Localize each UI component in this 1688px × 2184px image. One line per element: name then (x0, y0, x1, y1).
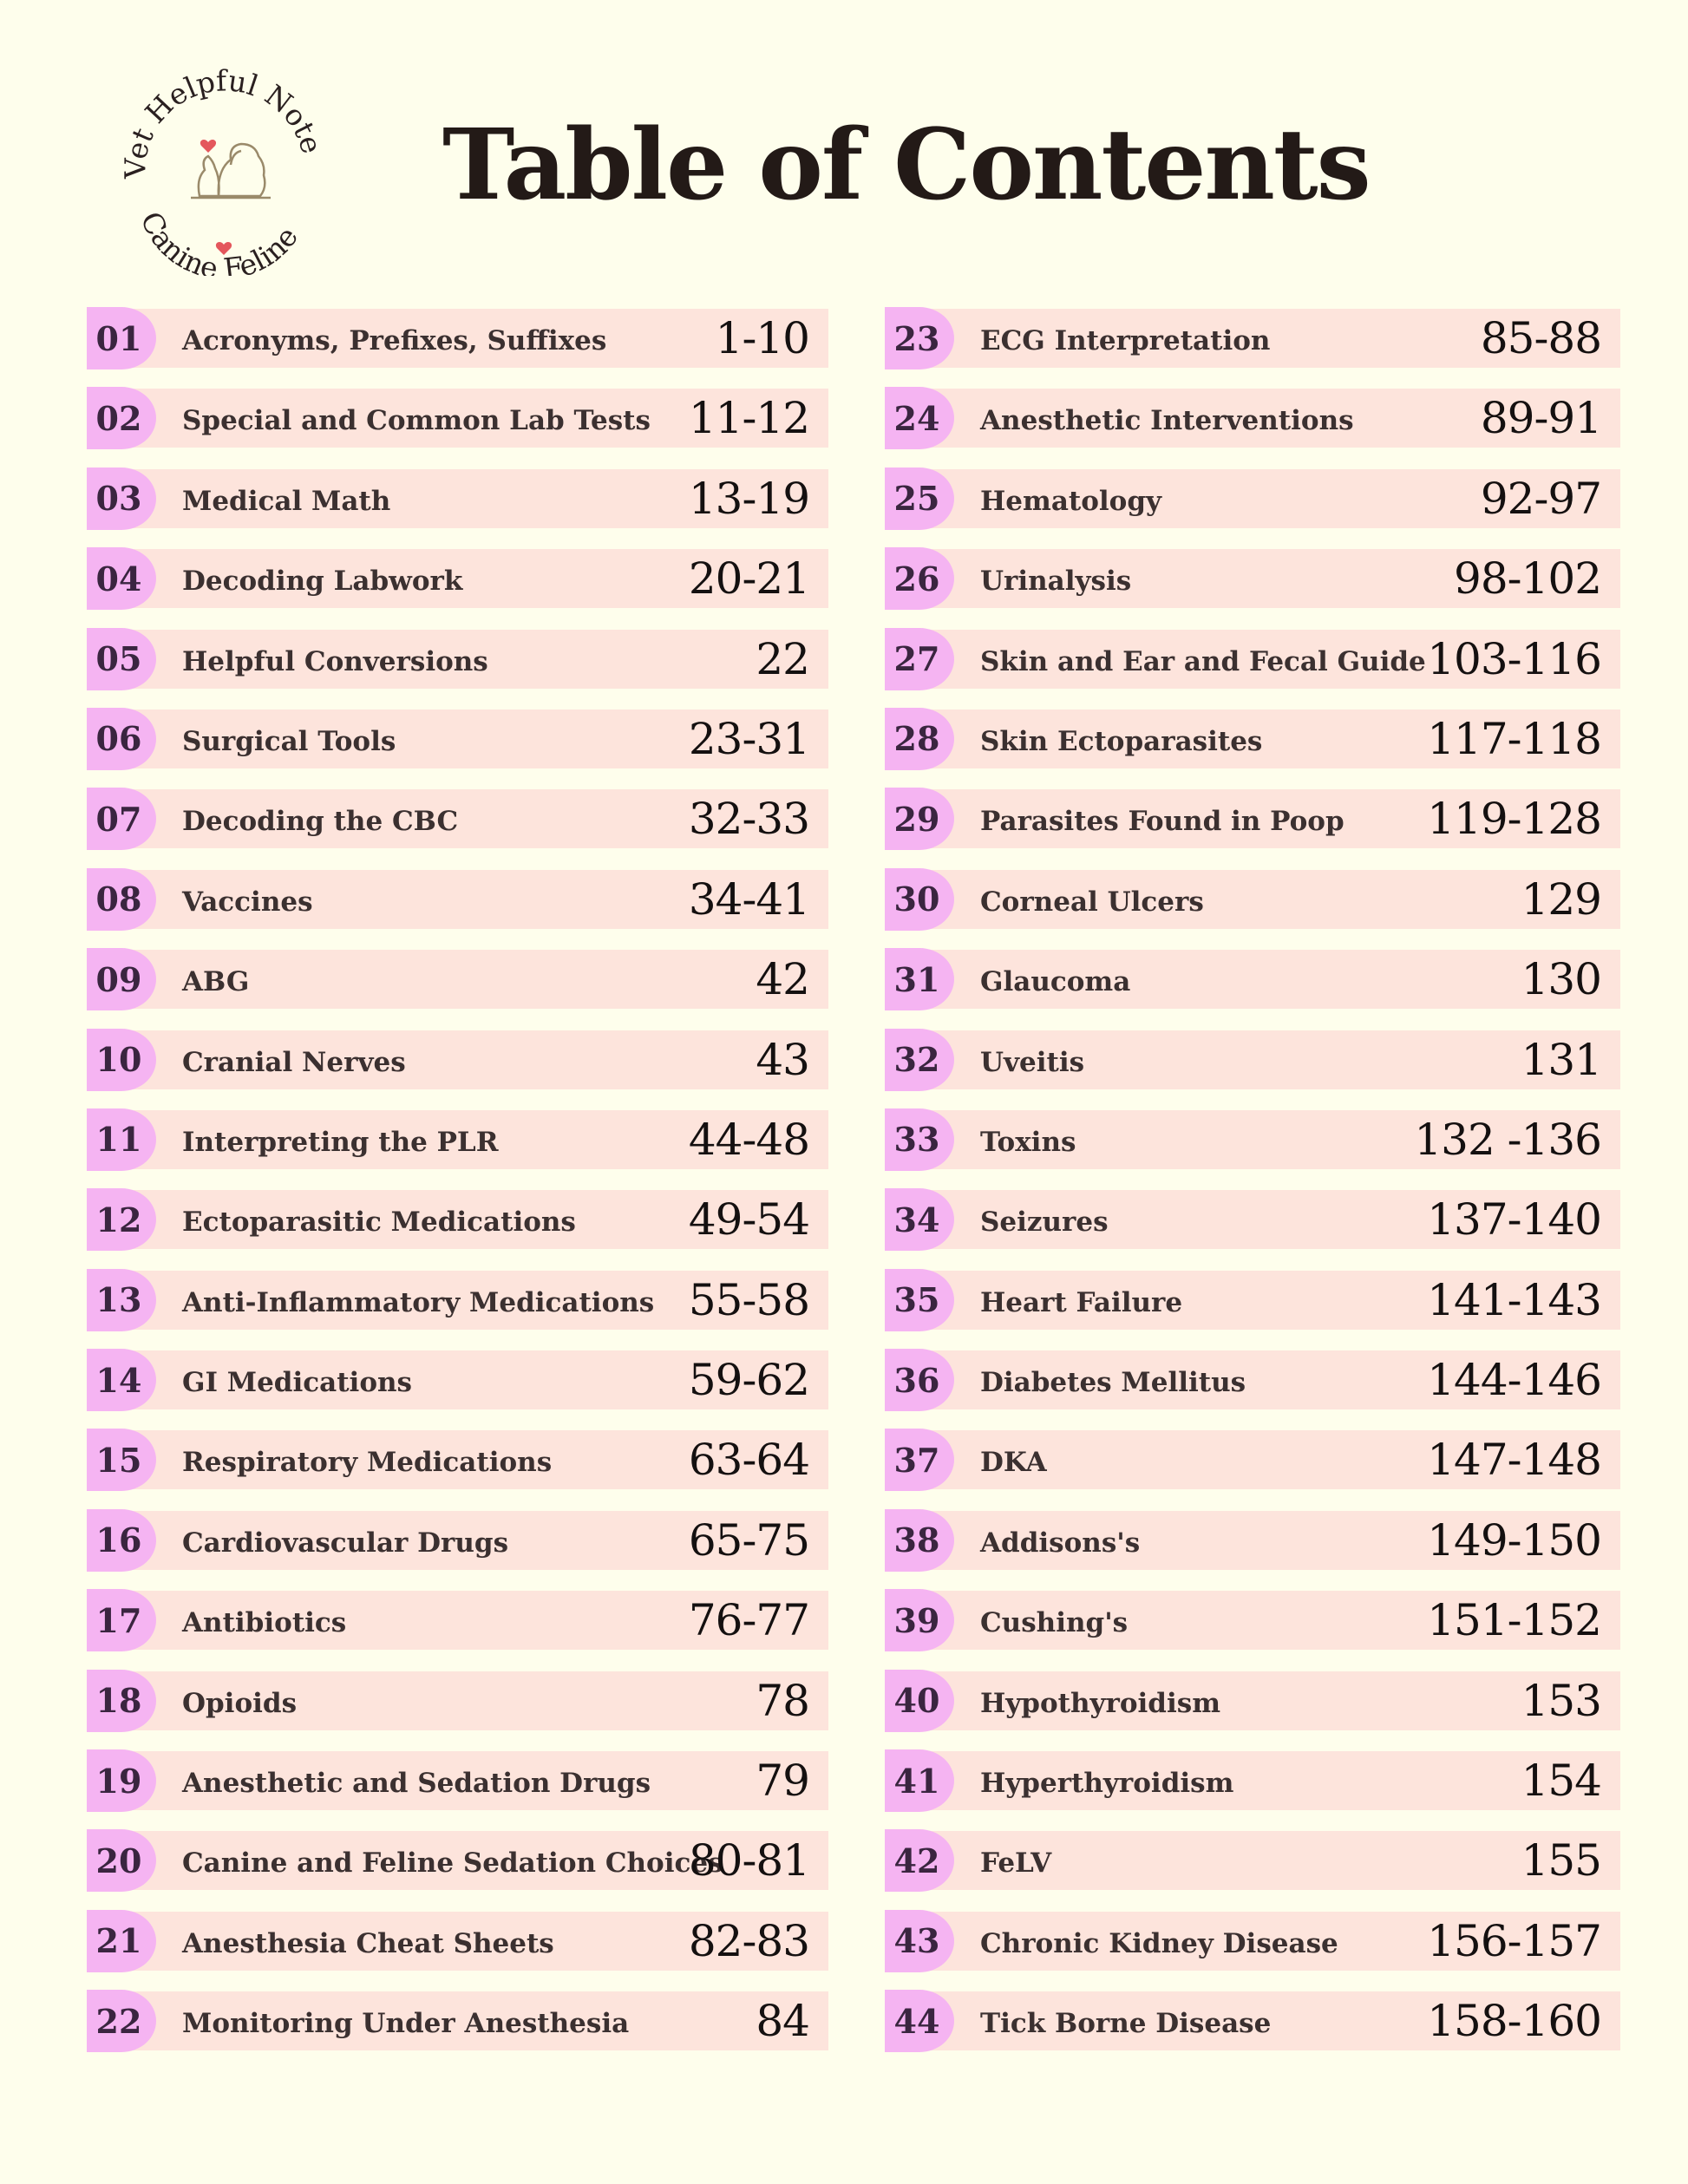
toc-entry[interactable] (87, 1670, 828, 1732)
toc-entry-pages: 1-10 (715, 313, 809, 363)
toc-entry-pages: 153 (1521, 1675, 1601, 1726)
toc-entry[interactable] (885, 1429, 1620, 1491)
toc-entry[interactable] (885, 868, 1620, 931)
toc-entry-title: Skin and Ear and Fecal Guide (980, 645, 1426, 677)
toc-entry-pages: 43 (756, 1034, 809, 1085)
toc-entry-number: 25 (885, 468, 954, 530)
toc-entry[interactable] (87, 628, 828, 690)
heart-icon (200, 140, 216, 153)
toc-entry-number: 31 (885, 948, 954, 1010)
toc-entry-pages: 151-152 (1427, 1595, 1601, 1646)
toc-entry-number: 01 (87, 307, 156, 369)
toc-entry-number: 06 (87, 708, 156, 770)
toc-entry[interactable] (87, 1509, 828, 1572)
toc-entry[interactable] (87, 788, 828, 850)
toc-entry-pages: 23-31 (688, 713, 809, 764)
toc-entry[interactable] (885, 1188, 1620, 1251)
toc-entry-title: Cushing's (980, 1607, 1129, 1639)
toc-entry-title: Skin Ectoparasites (980, 725, 1263, 757)
toc-entry-pages: 154 (1521, 1756, 1601, 1807)
toc-entry-number: 11 (87, 1108, 156, 1171)
toc-left-column (87, 307, 828, 2070)
toc-entry-title: Hyperthyroidism (980, 1768, 1234, 1800)
toc-entry-number: 23 (885, 307, 954, 369)
toc-entry-title: DKA (980, 1447, 1047, 1479)
toc-entry-number: 21 (87, 1910, 156, 1972)
toc-entry-pages: 119-128 (1427, 794, 1601, 845)
toc-entry-number: 40 (885, 1670, 954, 1732)
toc-entry-title: Uveitis (980, 1046, 1085, 1078)
toc-entry-pages: 129 (1521, 873, 1601, 925)
toc-entry[interactable] (87, 1749, 828, 1812)
toc-entry-title: Hypothyroidism (980, 1687, 1221, 1719)
toc-entry[interactable] (885, 468, 1620, 530)
toc-entry-title: Acronyms, Prefixes, Suffixes (182, 325, 607, 356)
page-title: Table of Contents (442, 108, 1370, 222)
toc-entry-title: Addisons's (980, 1527, 1141, 1559)
toc-entry-pages: 79 (756, 1756, 809, 1807)
toc-entry-title: Parasites Found in Poop (980, 806, 1345, 838)
toc-entry-pages: 13-19 (688, 473, 809, 524)
toc-entry-number: 22 (87, 1990, 156, 2052)
toc-entry-pages: 80-81 (688, 1835, 809, 1886)
toc-entry-number: 15 (87, 1429, 156, 1491)
toc-entry-pages: 155 (1521, 1835, 1601, 1886)
logo-badge (111, 49, 326, 276)
toc-entry-title: Decoding Labwork (182, 566, 463, 598)
toc-entry[interactable] (87, 1108, 828, 1171)
logo-top-text: Vet Helpful Note (118, 63, 326, 180)
toc-entry[interactable] (885, 547, 1620, 610)
toc-entry-title: Tick Borne Disease (980, 2008, 1272, 2040)
toc-entry-number: 10 (87, 1029, 156, 1091)
toc-entry-title: Glaucoma (980, 966, 1131, 998)
toc-entry[interactable] (885, 1589, 1620, 1651)
toc-entry-number: 38 (885, 1509, 954, 1572)
toc-entry[interactable] (885, 628, 1620, 690)
toc-entry-title: Anesthetic and Sedation Drugs (182, 1768, 651, 1800)
toc-entry-pages: 65-75 (688, 1514, 809, 1566)
toc-entry[interactable] (885, 788, 1620, 850)
toc-entry-number: 27 (885, 628, 954, 690)
toc-entry[interactable] (87, 307, 828, 369)
toc-entry[interactable] (885, 1910, 1620, 1972)
toc-entry-title: Decoding the CBC (182, 806, 459, 838)
toc-entry-number: 42 (885, 1829, 954, 1892)
toc-entry-pages: 158-160 (1427, 1996, 1601, 2047)
toc-entry-number: 20 (87, 1829, 156, 1892)
toc-entry-title: Cranial Nerves (182, 1046, 406, 1078)
toc-entry-number: 07 (87, 788, 156, 850)
dog-cat-outline-icon (191, 144, 271, 198)
toc-entry-pages: 103-116 (1427, 633, 1601, 684)
brand-logo (111, 49, 326, 276)
toc-entry-title: Anti-Inflammatory Medications (182, 1286, 655, 1318)
toc-entry-number: 18 (87, 1670, 156, 1732)
toc-entry[interactable] (87, 1188, 828, 1251)
toc-entry-pages: 117-118 (1427, 713, 1601, 764)
toc-entry-title: Heart Failure (980, 1286, 1183, 1318)
toc-entry-number: 13 (87, 1269, 156, 1331)
toc-entry-number: 43 (885, 1910, 954, 1972)
toc-entry-number: 32 (885, 1029, 954, 1091)
toc-right-column (885, 307, 1620, 2070)
toc-entry-title: Antibiotics (182, 1607, 347, 1639)
toc-entry[interactable] (87, 708, 828, 770)
toc-entry-title: Cardiovascular Drugs (182, 1527, 509, 1559)
logo-bottom-text: Canine Feline (134, 206, 305, 276)
toc-entry-pages: 11-12 (688, 393, 809, 444)
toc-entry-title: Monitoring Under Anesthesia (182, 2008, 630, 2040)
toc-entry-pages: 20-21 (688, 553, 809, 605)
toc-entry-title: Canine and Feline Sedation Choices (182, 1847, 723, 1880)
toc-entry-pages: 82-83 (688, 1915, 809, 1966)
toc-entry[interactable] (885, 1029, 1620, 1091)
toc-entry[interactable] (885, 1670, 1620, 1732)
toc-entry[interactable] (87, 1910, 828, 1972)
toc-entry-pages: 147-148 (1427, 1435, 1601, 1486)
toc-entry-title: Vaccines (182, 886, 313, 918)
toc-entry-pages: 34-41 (688, 873, 809, 925)
toc-entry[interactable] (885, 307, 1620, 369)
toc-entry-pages: 98-102 (1454, 553, 1601, 605)
toc-entry-title: Respiratory Medications (182, 1447, 553, 1479)
toc-entry-title: Diabetes Mellitus (980, 1367, 1246, 1399)
toc-entry[interactable] (885, 1990, 1620, 2052)
toc-entry-pages: 149-150 (1427, 1514, 1601, 1566)
toc-entry-title: FeLV (980, 1847, 1052, 1880)
toc-entry[interactable] (885, 1108, 1620, 1171)
toc-entry-number: 29 (885, 788, 954, 850)
toc-entry-number: 34 (885, 1188, 954, 1251)
toc-entry[interactable] (885, 1749, 1620, 1812)
toc-entry-pages: 89-91 (1480, 393, 1601, 444)
toc-entry-number: 17 (87, 1589, 156, 1651)
toc-entry[interactable] (87, 948, 828, 1010)
toc-entry-number: 19 (87, 1749, 156, 1812)
toc-entry-pages: 76-77 (688, 1595, 809, 1646)
toc-entry-title: Hematology (980, 485, 1162, 517)
toc-entry-title: Special and Common Lab Tests (182, 405, 651, 437)
toc-entry-number: 41 (885, 1749, 954, 1812)
toc-entry-number: 04 (87, 547, 156, 610)
toc-entry-title: Toxins (980, 1126, 1076, 1158)
toc-entry[interactable] (885, 1269, 1620, 1331)
toc-entry-title: Interpreting the PLR (182, 1126, 499, 1158)
toc-entry-title: Corneal Ulcers (980, 886, 1204, 918)
toc-entry[interactable] (87, 1589, 828, 1651)
toc-entry-pages: 49-54 (688, 1194, 809, 1246)
toc-entry-pages: 63-64 (688, 1435, 809, 1486)
toc-entry[interactable] (87, 468, 828, 530)
toc-entry-number: 37 (885, 1429, 954, 1491)
toc-entry[interactable] (87, 1990, 828, 2052)
toc-entry[interactable] (87, 1349, 828, 1411)
toc-entry[interactable] (885, 387, 1620, 449)
toc-entry-title: Helpful Conversions (182, 645, 488, 677)
toc-entry[interactable] (87, 1429, 828, 1491)
toc-entry[interactable] (87, 1829, 828, 1892)
toc-entry[interactable] (885, 1509, 1620, 1572)
toc-entry[interactable] (885, 1829, 1620, 1892)
toc-entry-title: ABG (182, 966, 250, 998)
toc-entry-pages: 84 (756, 1996, 809, 2047)
toc-entry-title: Surgical Tools (182, 725, 396, 757)
toc-entry[interactable] (885, 708, 1620, 770)
toc-entry[interactable] (885, 948, 1620, 1010)
toc-entry-pages: 85-88 (1480, 313, 1601, 363)
toc-entry-number: 02 (87, 387, 156, 449)
toc-entry[interactable] (87, 868, 828, 931)
toc-entry-pages: 137-140 (1427, 1194, 1601, 1246)
toc-entry-title: Urinalysis (980, 566, 1132, 598)
toc-entry-pages: 130 (1521, 954, 1601, 1005)
toc-entry-title: Chronic Kidney Disease (980, 1927, 1338, 1959)
toc-entry-pages: 141-143 (1427, 1274, 1601, 1325)
toc-entry-title: Anesthesia Cheat Sheets (182, 1927, 554, 1959)
toc-entry-number: 08 (87, 868, 156, 931)
toc-entry-pages: 78 (756, 1675, 809, 1726)
toc-entry-title: GI Medications (182, 1367, 412, 1399)
toc-entry-pages: 44-48 (688, 1114, 809, 1165)
toc-entry-title: Medical Math (182, 485, 391, 517)
toc-entry-number: 24 (885, 387, 954, 449)
toc-entry-number: 33 (885, 1108, 954, 1171)
toc-entry-pages: 55-58 (688, 1274, 809, 1325)
toc-entry-number: 12 (87, 1188, 156, 1251)
toc-entry-number: 28 (885, 708, 954, 770)
toc-entry-number: 44 (885, 1990, 954, 2052)
toc-entry-pages: 132 -136 (1414, 1114, 1601, 1165)
toc-entry[interactable] (87, 547, 828, 610)
toc-entry-number: 35 (885, 1269, 954, 1331)
toc-entry-number: 03 (87, 468, 156, 530)
toc-entry-number: 36 (885, 1349, 954, 1411)
toc-entry[interactable] (87, 387, 828, 449)
toc-entry-number: 16 (87, 1509, 156, 1572)
toc-entry-title: Opioids (182, 1687, 298, 1719)
toc-entry-pages: 59-62 (688, 1355, 809, 1406)
toc-entry[interactable] (885, 1349, 1620, 1411)
toc-entry-pages: 156-157 (1427, 1915, 1601, 1966)
toc-entry-number: 09 (87, 948, 156, 1010)
toc-entry-number: 14 (87, 1349, 156, 1411)
toc-entry-title: Seizures (980, 1206, 1109, 1239)
toc-entry-pages: 32-33 (688, 794, 809, 845)
toc-entry-pages: 92-97 (1480, 473, 1601, 524)
toc-entry-title: Anesthetic Interventions (980, 405, 1354, 437)
toc-entry[interactable] (87, 1029, 828, 1091)
toc-entry[interactable] (87, 1269, 828, 1331)
toc-entry-title: ECG Interpretation (980, 325, 1271, 356)
toc-entry-pages: 42 (756, 954, 809, 1005)
toc-entry-pages: 131 (1521, 1034, 1601, 1085)
toc-entry-number: 39 (885, 1589, 954, 1651)
toc-entry-number: 30 (885, 868, 954, 931)
toc-entry-pages: 144-146 (1427, 1355, 1601, 1406)
toc-entry-number: 05 (87, 628, 156, 690)
toc-entry-number: 26 (885, 547, 954, 610)
toc-entry-pages: 22 (756, 633, 809, 684)
toc-entry-title: Ectoparasitic Medications (182, 1206, 576, 1239)
